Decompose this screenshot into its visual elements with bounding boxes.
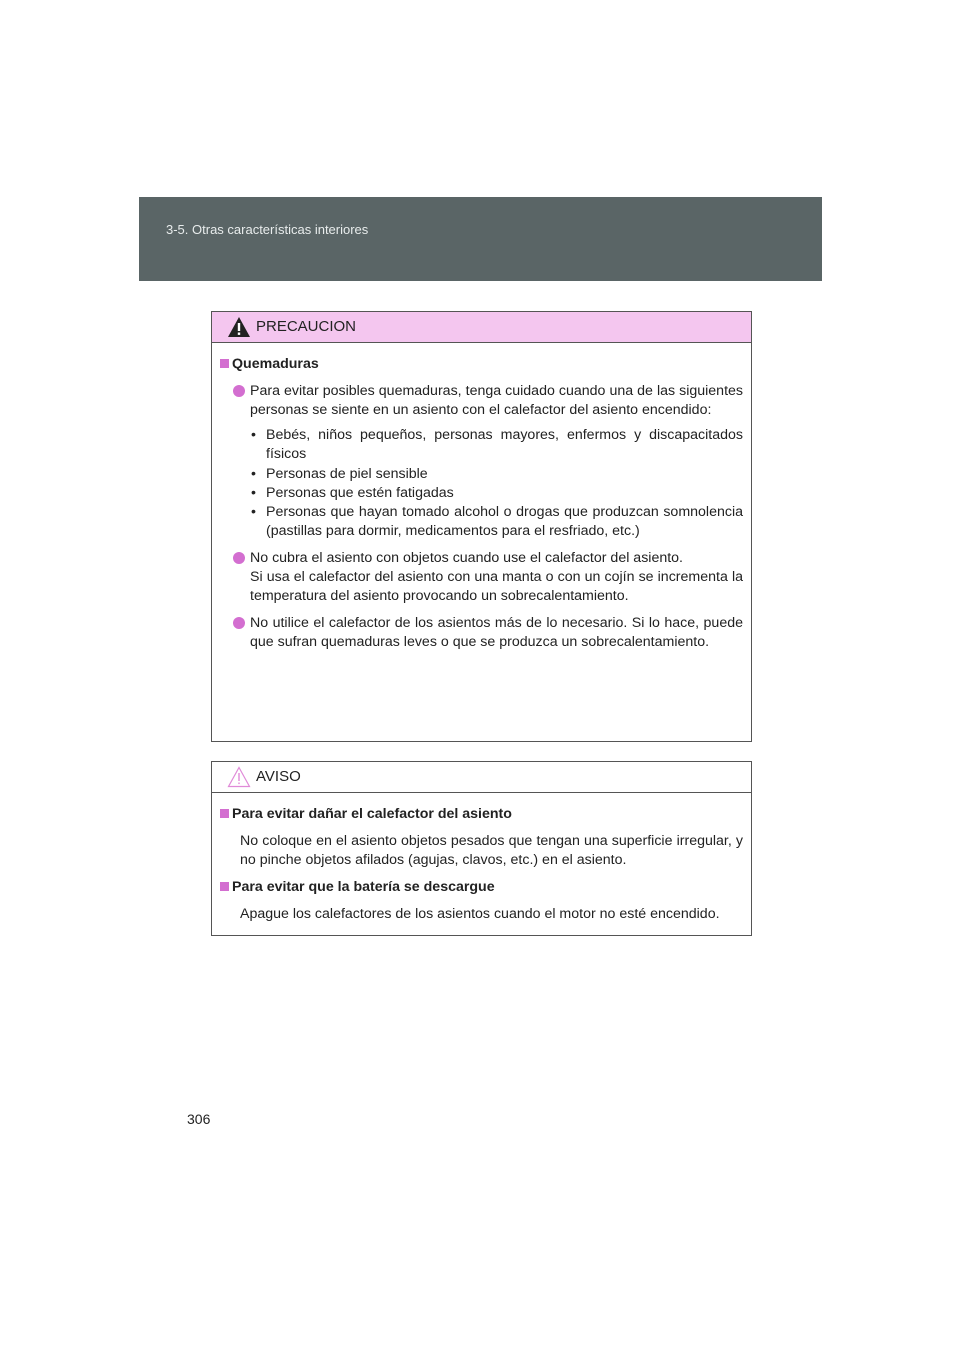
aviso-header — [212, 762, 751, 793]
section-title: 3-5. Otras características interiores — [166, 222, 369, 237]
bullet-text: Si usa el calefactor del asiento con una manta o con un cojín se incrementa la temperatura del asiento provocando un sobrecalentamiento. — [250, 569, 743, 604]
list-item — [220, 382, 743, 420]
bullet-text: No utilice el calefactor de los asientos más de lo necesario. Si lo hace, puede que sufran quemaduras leves o que se produzca un sobrecalentamiento. — [250, 615, 743, 650]
sub-list-item: • Personas que hayan tomado alcohol o drogas que produzcan somnolencia (pastillas para dormir, medicamentos para el resfriado, etc.) — [251, 504, 743, 539]
aviso-text: Apague los calefactores de los asientos cuando el motor no esté encendido. — [240, 906, 720, 922]
precaucion-heading: Quemaduras — [220, 355, 743, 374]
list-item — [220, 549, 743, 606]
aviso-title: AVISO — [256, 768, 301, 785]
aviso-heading: Para evitar dañar el calefactor del asiento — [220, 805, 743, 824]
aviso-text: No coloque en el asiento objetos pesados que tengan una superficie irregular, y no pinche objetos afilados (agujas, clavos, etc.) en el asiento. — [240, 833, 743, 868]
sub-list-item: • Personas que estén fatigadas — [251, 485, 454, 501]
precaucion-box — [211, 311, 752, 742]
warning-outline-icon — [227, 766, 251, 788]
page-number: 306 — [187, 1111, 211, 1127]
sub-list-item: • Bebés, niños pequeños, personas mayores, enfermos y discapacitados físicos — [251, 427, 743, 462]
precaucion-header — [212, 312, 751, 343]
sub-list — [220, 426, 743, 541]
warning-filled-icon — [227, 316, 251, 338]
list-item — [220, 614, 743, 652]
section-header-band — [139, 197, 822, 281]
bullet-text: Para evitar posibles quemaduras, tenga cuidado cuando una de las siguientes personas se siente en un asiento con el calefactor del asiento encendido: — [250, 383, 743, 418]
bullet-dot-icon — [233, 617, 245, 629]
aviso-heading: Para evitar que la batería se descargue — [220, 878, 743, 897]
precaucion-title: PRECAUCION — [256, 318, 357, 335]
bullet-dot-icon — [233, 552, 245, 564]
bullet-dot-icon — [233, 385, 245, 397]
aviso-box — [211, 761, 752, 936]
bullet-text: No cubra el asiento con objetos cuando use el calefactor del asiento. — [250, 550, 683, 566]
sub-list-item: • Personas de piel sensible — [251, 466, 428, 482]
